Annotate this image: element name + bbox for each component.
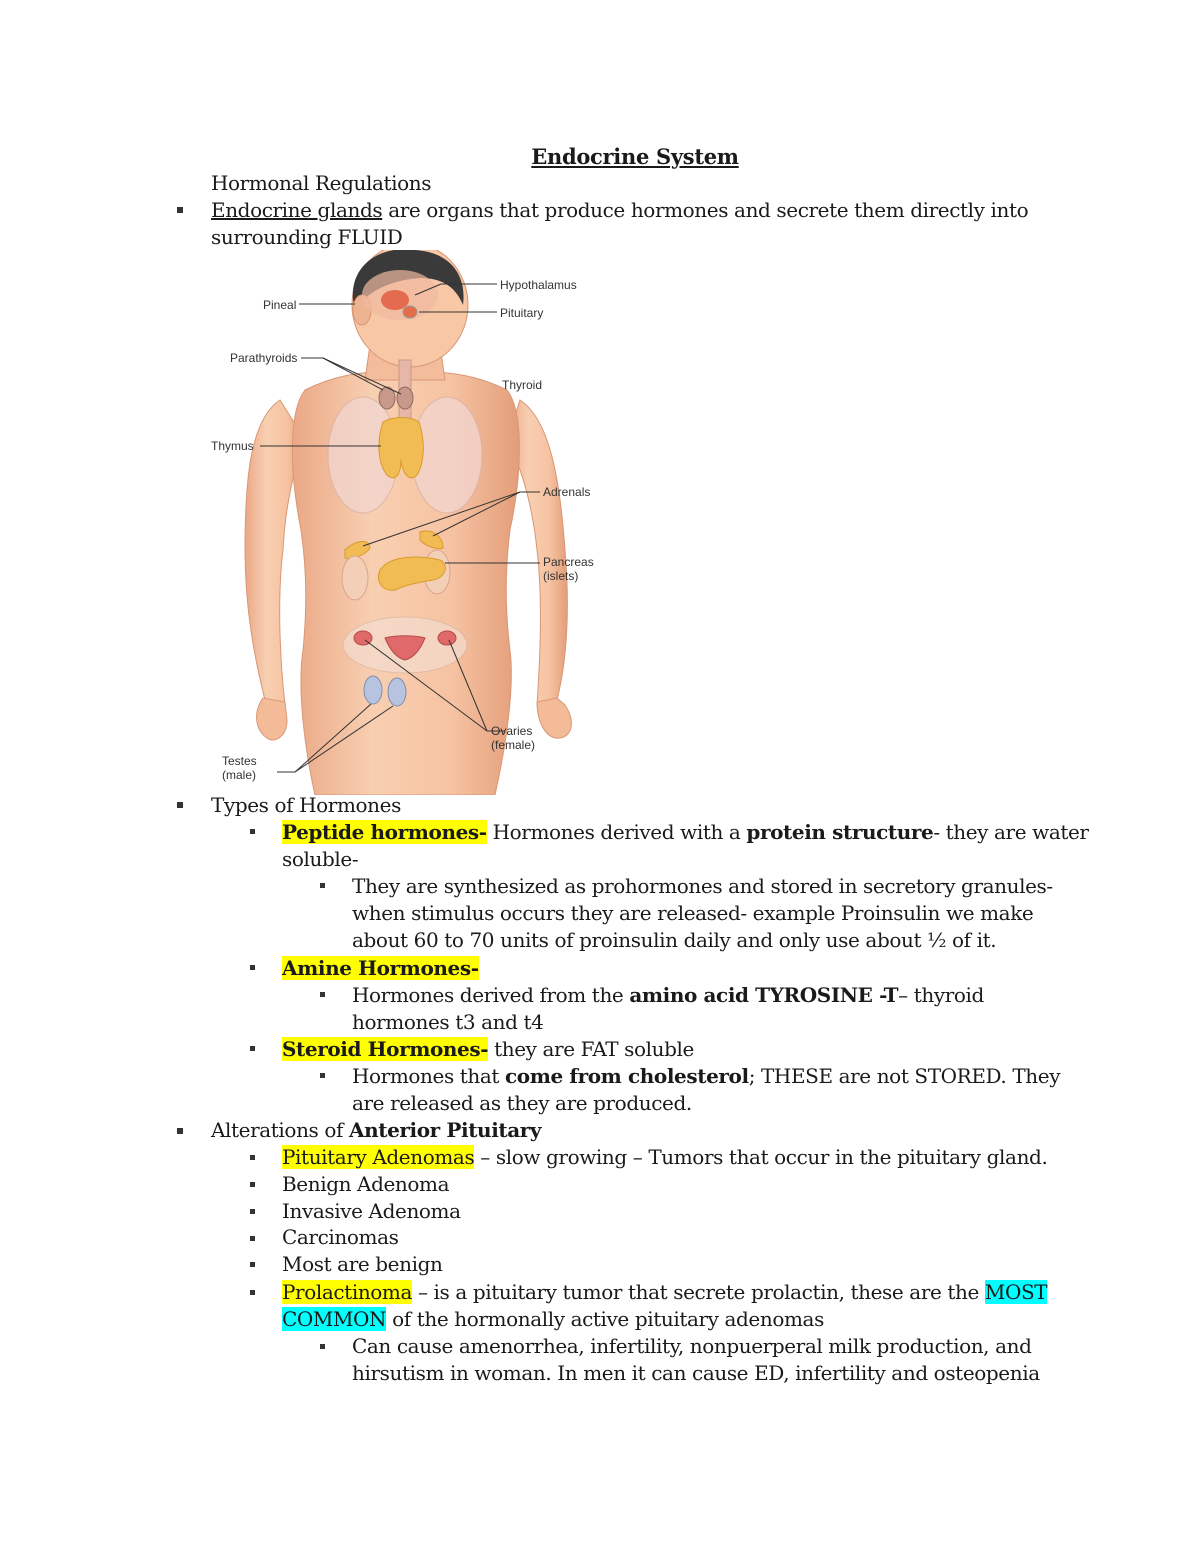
label-ovaries: Ovaries [491, 724, 533, 738]
alterations-heading [211, 1117, 541, 1144]
steroid-sub-line-1 [352, 1063, 1060, 1090]
bullet-marker [250, 965, 255, 970]
steroid-sub-line-2: are released as they are produced. [352, 1091, 692, 1115]
adenomas-line [282, 1144, 1047, 1171]
page-title: Endocrine System [531, 144, 739, 169]
bullet-marker [250, 1262, 255, 1267]
list-item-benign-adenoma: Benign Adenoma [282, 1172, 450, 1196]
peptide-sub-line-1: They are synthesized as prohormones and stored in secretory granules- [352, 874, 1053, 898]
endocrine-system-diagram [205, 250, 605, 795]
bullet-marker [177, 1128, 183, 1134]
label-thyroid: Thyroid [502, 378, 543, 392]
label-adrenals: Adrenals [543, 485, 591, 499]
list-item-most-are-benign: Most are benign [282, 1252, 443, 1276]
label-thymus: Thymus [211, 439, 254, 453]
amine-sub-text: Hormones derived from the [352, 983, 630, 1007]
section-heading-hormonal-regulations: Hormonal Regulations [211, 171, 432, 195]
prolactinoma-sub-line-2: hirsutism in woman. In men it can cause ED, infertility and osteopenia [352, 1361, 1040, 1385]
amine-label: Amine Hormones- [282, 956, 479, 980]
bullet-marker [177, 207, 183, 213]
prolactinoma-sub-line-1: Can cause amenorrhea, infertility, nonpuerperal milk production, and [352, 1334, 1032, 1358]
amine-line [282, 955, 479, 982]
pituitary-adenomas-label: Pituitary Adenomas [282, 1145, 475, 1169]
amine-sub-text-2: – thyroid [898, 983, 984, 1007]
bullet-marker [250, 1155, 255, 1160]
peptide-line-1 [282, 819, 1089, 846]
amine-sub-line-2: hormones t3 and t4 [352, 1010, 544, 1034]
label-male: (male) [222, 768, 257, 782]
peptide-line-2: soluble- [282, 847, 359, 871]
label-pineal: Pineal [263, 298, 297, 312]
common-highlight: COMMON [282, 1307, 387, 1331]
label-pancreas: Pancreas [543, 555, 594, 569]
pituitary-adenomas-text: – slow growing – Tumors that occur in the pituitary gland. [474, 1145, 1048, 1169]
bullet-marker [250, 1290, 255, 1295]
prolactinoma-line-1 [282, 1279, 1047, 1306]
label-islets: (islets) [543, 569, 579, 583]
bullet-marker [320, 992, 325, 997]
bullet-marker [250, 1209, 255, 1214]
endocrine-glands-line-1 [211, 197, 1028, 224]
bullet-marker [250, 829, 255, 834]
steroid-label: Steroid Hormones- [282, 1037, 489, 1061]
endocrine-glands-line-2: surrounding FLUID [211, 225, 403, 249]
peptide-label: Peptide hormones- [282, 820, 487, 844]
label-hypothalamus: Hypothalamus [500, 278, 577, 292]
steroid-cholesterol: come from cholesterol [505, 1064, 749, 1088]
label-parathyroids: Parathyroids [230, 351, 298, 365]
prolactinoma-line-2 [282, 1306, 824, 1333]
bullet-marker [250, 1236, 255, 1241]
prolactinoma-label: Prolactinoma [282, 1280, 413, 1304]
bullet-marker [320, 1073, 325, 1078]
bullet-marker [250, 1182, 255, 1187]
anterior-pituitary: Anterior Pituitary [348, 1118, 542, 1142]
peptide-sub-line-3: about 60 to 70 units of proinsulin daily and only use about ½ of it. [352, 928, 997, 952]
alterations-text: Alterations of [211, 1118, 349, 1142]
peptide-text-2: - they are water [933, 820, 1089, 844]
label-pituitary: Pituitary [500, 306, 544, 320]
prolactinoma-text: – is a pituitary tumor that secrete prolactin, these are the [412, 1280, 985, 1304]
types-heading: Types of Hormones [211, 793, 401, 817]
bullet-marker [320, 883, 325, 888]
amine-sub-line-1 [352, 982, 984, 1009]
bullet-marker [177, 802, 183, 808]
body-illustration [205, 250, 605, 795]
steroid-sub-text-2: ; THESE are not STORED. They [748, 1064, 1061, 1088]
steroid-sub-text: Hormones that [352, 1064, 506, 1088]
prolactinoma-text-2: of the hormonally active pituitary adenomas [386, 1307, 824, 1331]
steroid-text: they are FAT soluble [488, 1037, 694, 1061]
bullet-marker [250, 1046, 255, 1051]
peptide-sub-line-2: when stimulus occurs they are released- example Proinsulin we make [352, 901, 1034, 925]
peptide-protein-structure: protein structure [746, 820, 934, 844]
label-female: (female) [491, 738, 536, 752]
amine-tyrosine: amino acid TYROSINE -T [629, 983, 899, 1007]
label-testes: Testes [222, 754, 257, 768]
endocrine-glands-text: are organs that produce hormones and secrete them directly into [382, 198, 1029, 222]
list-item-carcinomas: Carcinomas [282, 1225, 399, 1249]
most-highlight: MOST [984, 1280, 1048, 1304]
endocrine-glands-term: Endocrine glands [211, 198, 383, 222]
steroid-line [282, 1036, 694, 1063]
list-item-invasive-adenoma: Invasive Adenoma [282, 1199, 461, 1223]
peptide-text: Hormones derived with a [486, 820, 747, 844]
bullet-marker [320, 1344, 325, 1349]
